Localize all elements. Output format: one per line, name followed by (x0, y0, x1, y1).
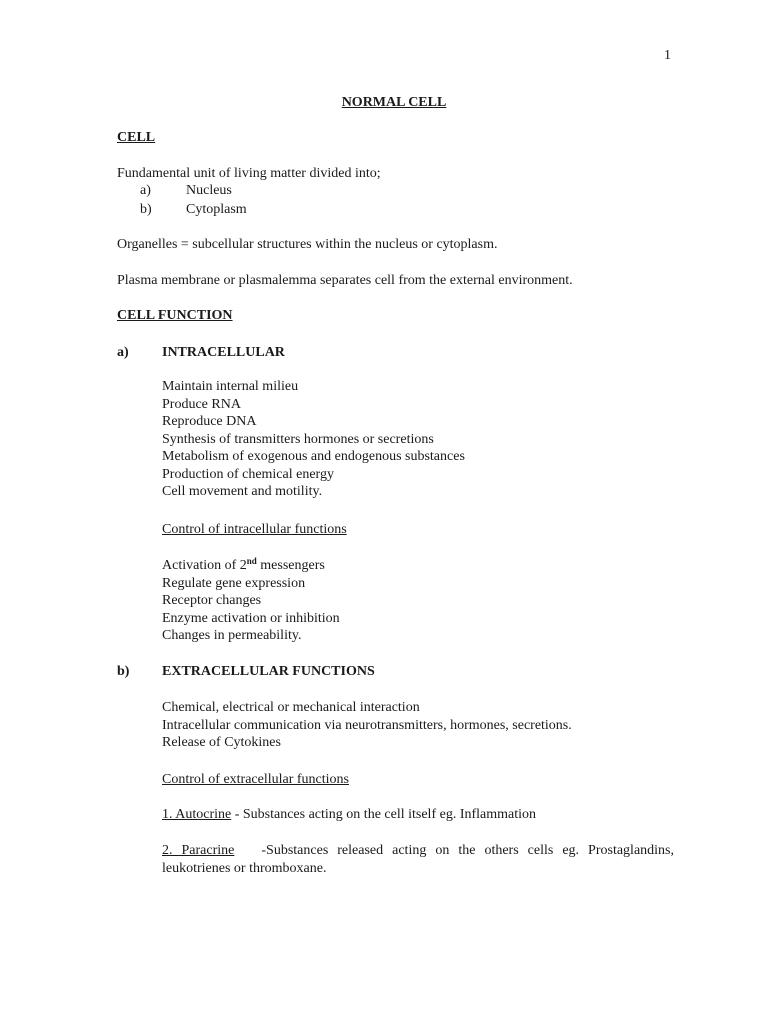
intracellular-control-list (162, 557, 674, 645)
list-item-text: Nucleus (186, 183, 232, 198)
autocrine-line (162, 806, 674, 824)
intracellular-marker: a) (117, 345, 129, 360)
intracellular-control-heading: Control of intracellular functions (162, 522, 347, 537)
intracellular-list (162, 378, 674, 501)
organelles-paragraph: Organelles = subcellular structures within the nucleus or cytoplasm. (117, 237, 498, 252)
autocrine-text: - Substances acting on the cell itself eg. Inflammation (231, 807, 537, 822)
extracellular-list (162, 699, 674, 752)
list-item: Intracellular communication via neurotransmitters, hormones, secretions. (162, 717, 572, 733)
list-item: Metabolism of exogenous and endogenous substances (162, 449, 465, 464)
paracrine-label: 2. Paracrine (162, 843, 235, 858)
list-item: Enzyme activation or inhibition (162, 610, 340, 626)
intracellular-heading: INTRACELLULAR (162, 345, 285, 360)
page-number: 1 (664, 48, 671, 63)
autocrine-paragraph (162, 806, 674, 824)
extracellular-heading: EXTRACELLULAR FUNCTIONS (162, 664, 375, 679)
list-item: Synthesis of transmitters hormones or secretions (162, 431, 434, 447)
paracrine-text: -Substances released acting on the others cells eg. Prostaglandins, leukotrienes or thromboxane. (162, 843, 678, 876)
paracrine-paragraph (162, 842, 678, 877)
list-item-text: Activation of 2 (162, 558, 247, 573)
list-item: Regulate gene expression (162, 575, 306, 591)
list-marker: b) (140, 202, 152, 217)
cell-heading: CELL (117, 130, 156, 145)
list-item: Produce RNA (162, 396, 241, 412)
list-item: Release of Cytokines (162, 735, 281, 750)
extracellular-control-heading: Control of extracellular functions (162, 772, 349, 787)
superscript-ordinal: nd (246, 556, 257, 566)
list-marker: a) (140, 183, 151, 198)
cell-intro: Fundamental unit of living matter divided into; (117, 166, 381, 181)
plasma-membrane-paragraph: Plasma membrane or plasmalemma separates cell from the external environment. (117, 273, 573, 288)
list-item-text: Cytoplasm (186, 202, 247, 217)
list-item: Chemical, electrical or mechanical interaction (162, 700, 420, 715)
list-item (162, 557, 674, 575)
cell-function-heading: CELL FUNCTION (117, 308, 233, 323)
extracellular-marker: b) (117, 664, 130, 679)
paracrine-line (162, 842, 678, 877)
list-item: Changes in permeability. (162, 628, 302, 643)
list-item-text: messengers (256, 558, 325, 573)
list-item: Production of chemical energy (162, 466, 334, 482)
list-item: Reproduce DNA (162, 414, 257, 429)
document-title: NORMAL CELL (341, 95, 447, 110)
list-item: Maintain internal milieu (162, 379, 299, 394)
autocrine-label: 1. Autocrine (162, 807, 232, 822)
list-item: Cell movement and motility. (162, 484, 323, 499)
list-item: Receptor changes (162, 593, 262, 608)
